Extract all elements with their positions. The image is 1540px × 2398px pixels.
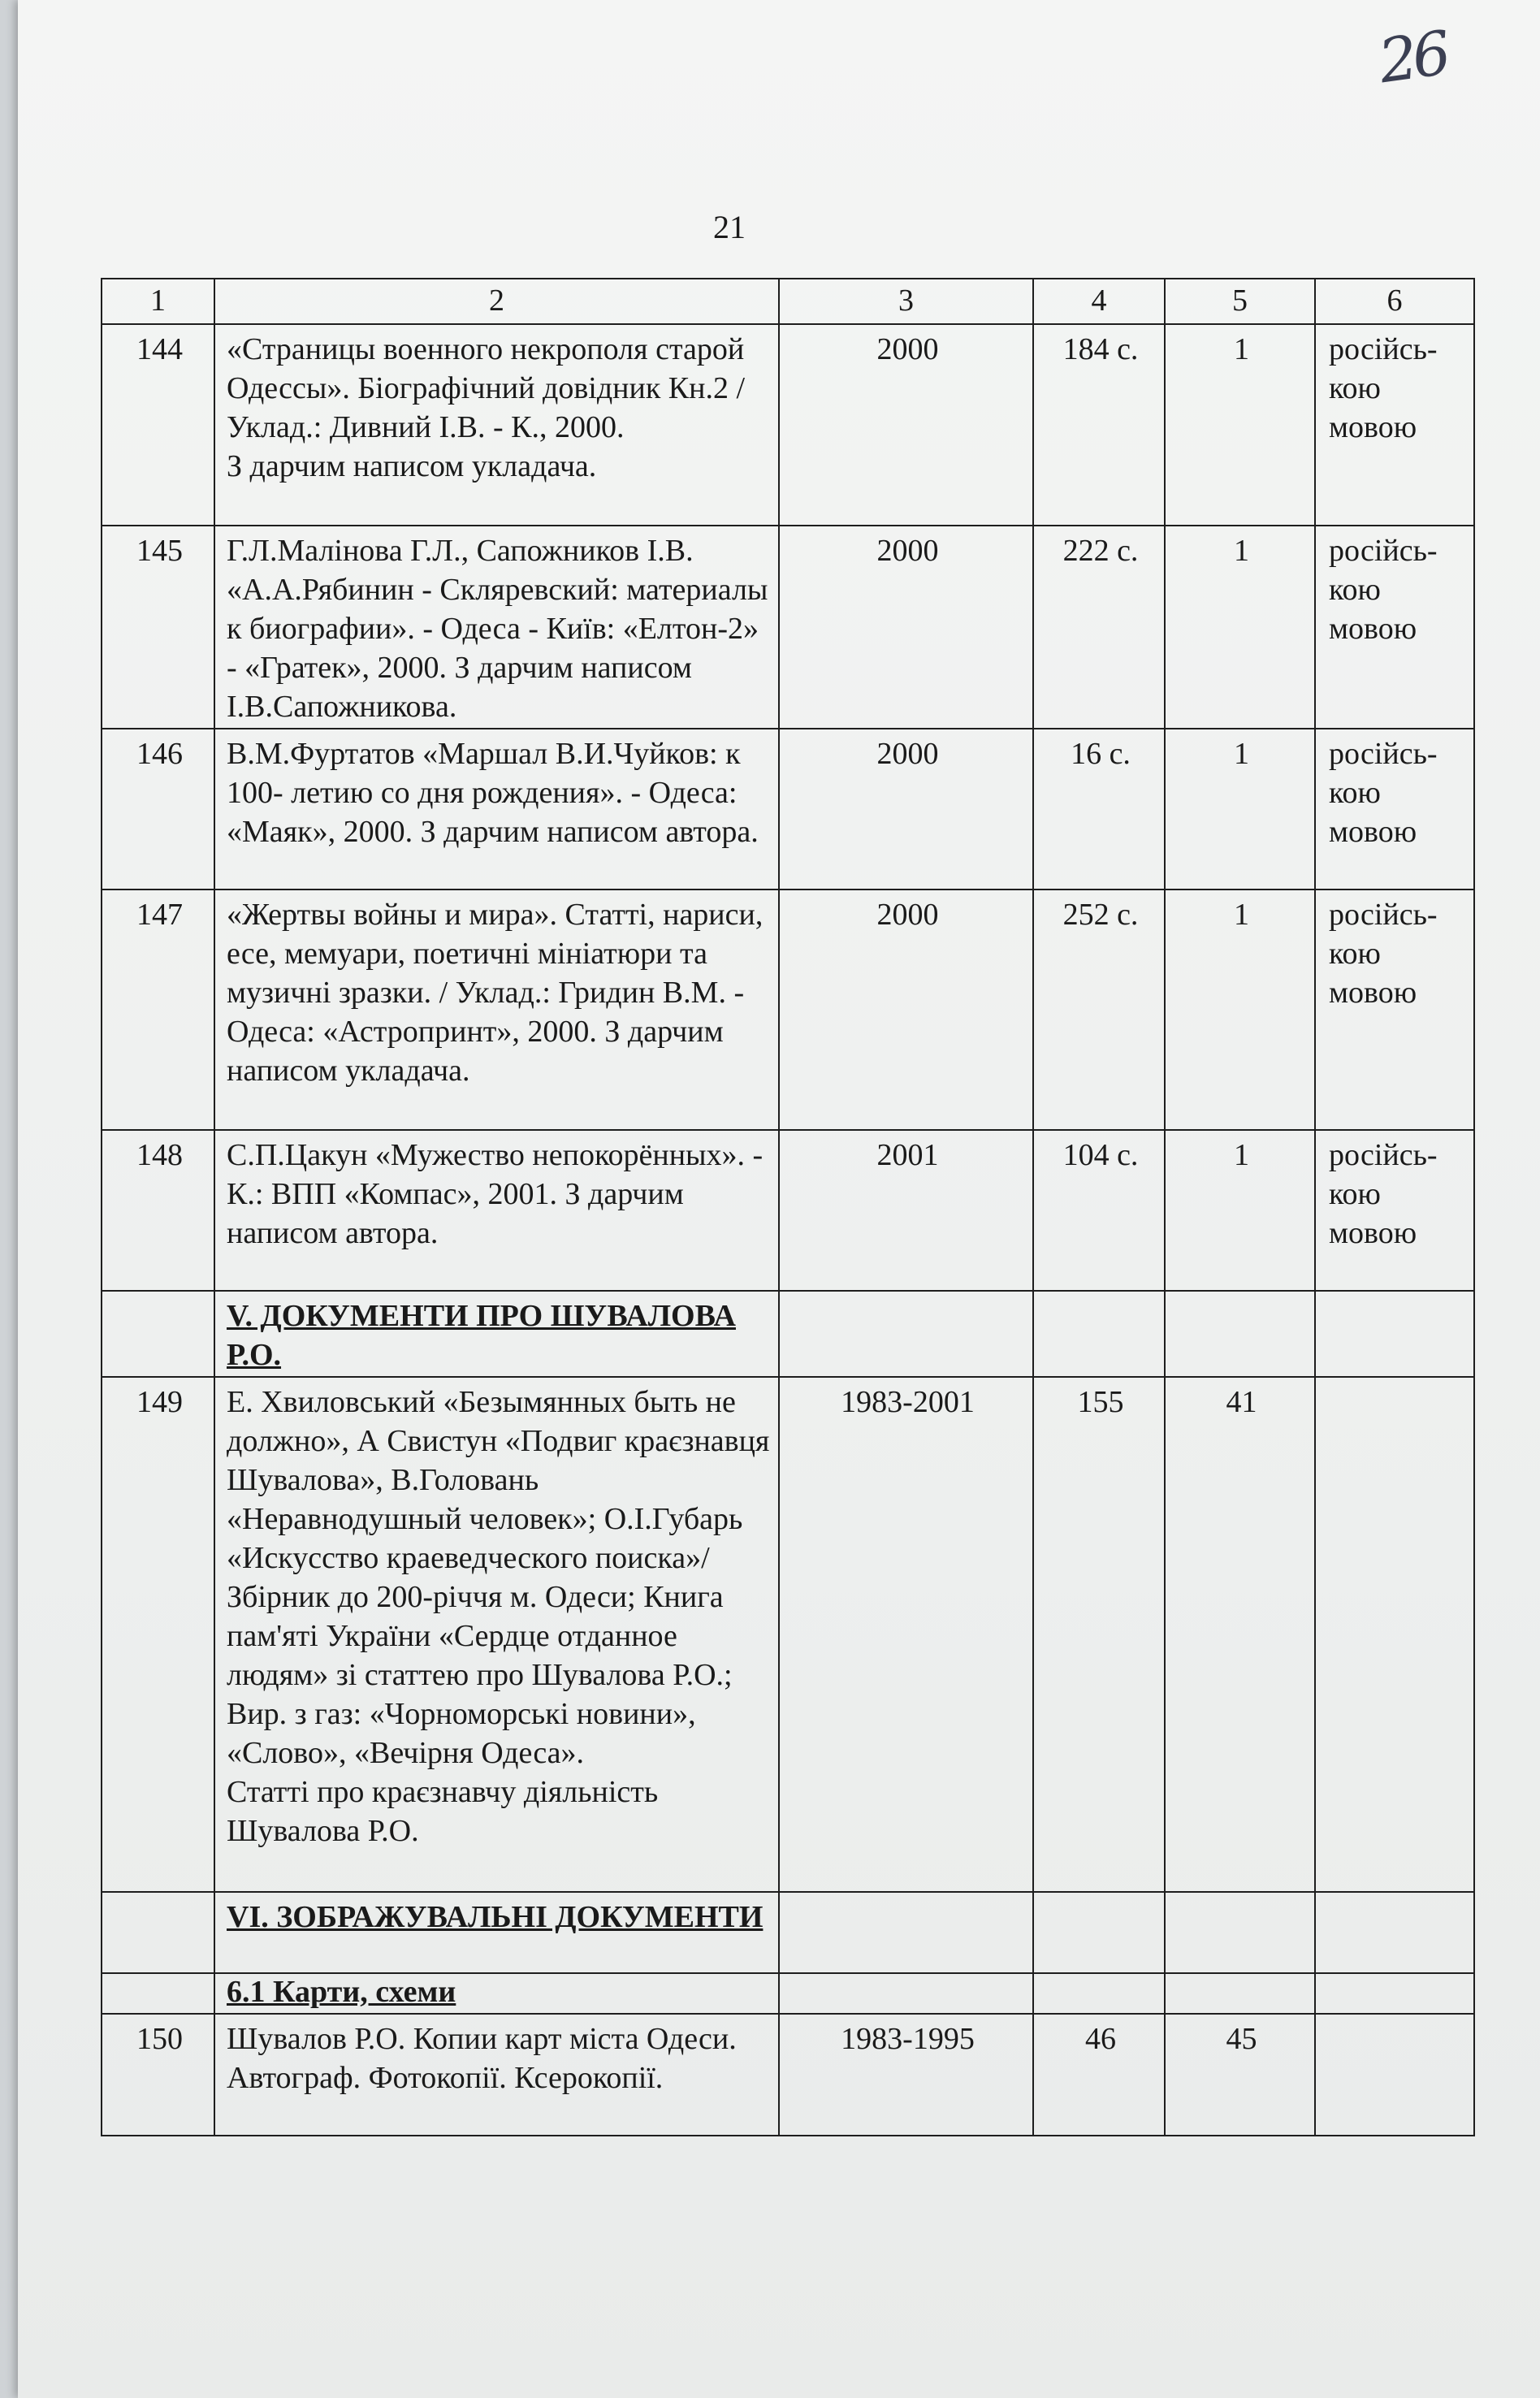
column-header: 5 xyxy=(1165,279,1315,324)
item-pages: 104 с. xyxy=(1033,1130,1165,1291)
empty-cell xyxy=(1033,1973,1165,2014)
item-note: російсь-кою мовою xyxy=(1315,890,1474,1130)
item-note: російсь-кою мовою xyxy=(1315,729,1474,890)
item-number: 144 xyxy=(102,324,214,526)
empty-cell xyxy=(779,1973,1033,2014)
item-pages: 155 xyxy=(1033,1377,1165,1892)
item-description: Е. Хвиловський «Безымянных быть не должно», А Свистун «Подвиг краєзнавця Шувалова», В.Головань «Неравнодушный человек»; О.І.Губарь «Искусство краеведческого поиска»/ Збірник до 200-річчя м. Одеси; Книга пам'яті України «Сердце отданное людям» зі статтею про Шувалова Р.О.; Вир. з газ: «Чорноморські новини», «Слово», «Вечірня Одеса». Статті про краєзнавчу діяльність Шувалова Р.О. xyxy=(214,1377,779,1892)
item-note xyxy=(1315,2014,1474,2136)
empty-cell xyxy=(1033,1892,1165,1973)
empty-cell xyxy=(1315,1973,1474,2014)
section-row xyxy=(102,1291,1474,1377)
item-note xyxy=(1315,1377,1474,1892)
section-heading: V. ДОКУМЕНТИ ПРО ШУВАЛОВА Р.О. xyxy=(214,1291,779,1377)
item-description: «Жертвы войны и мира». Статті, нариси, есе, мемуари, поетичні мініатюри та музичні зразки. / Уклад.: Гридин В.М. - Одеса: «Астропринт», 2000. З дарчим написом укладача. xyxy=(214,890,779,1130)
item-description: Г.Л.Малінова Г.Л., Сапожников І.В. «А.А.Рябинин - Скляревский: материалы к биографии». - Одеса - Київ: «Елтон-2» - «Гратек», 2000. З дарчим написом І.В.Сапожникова. xyxy=(214,526,779,729)
item-count: 1 xyxy=(1165,324,1315,526)
item-description: Шувалов Р.О. Копии карт міста Одеси. Автограф. Фотокопії. Ксерокопії. xyxy=(214,2014,779,2136)
table-row xyxy=(102,526,1474,729)
empty-cell xyxy=(1315,1892,1474,1973)
empty-cell xyxy=(102,1291,214,1377)
document-page xyxy=(18,0,1540,2398)
table-header-row xyxy=(102,279,1474,324)
item-description: В.М.Фуртатов «Маршал В.И.Чуйков: к 100- летию со дня рождения». - Одеса: «Маяк», 2000. З дарчим написом автора. xyxy=(214,729,779,890)
empty-cell xyxy=(779,1291,1033,1377)
item-number: 150 xyxy=(102,2014,214,2136)
empty-cell xyxy=(1165,1973,1315,2014)
column-header: 3 xyxy=(779,279,1033,324)
item-dates: 2000 xyxy=(779,324,1033,526)
item-number: 148 xyxy=(102,1130,214,1291)
table-row xyxy=(102,1130,1474,1291)
item-pages: 46 xyxy=(1033,2014,1165,2136)
item-description: «Страницы военного некрополя старой Одессы». Біографічний довідник Кн.2 /Уклад.: Дивний І.В. - К., 2000. З дарчим написом укладача. xyxy=(214,324,779,526)
empty-cell xyxy=(779,1892,1033,1973)
item-dates: 2001 xyxy=(779,1130,1033,1291)
item-count: 45 xyxy=(1165,2014,1315,2136)
item-dates: 1983-1995 xyxy=(779,2014,1033,2136)
item-dates: 1983-2001 xyxy=(779,1377,1033,1892)
item-dates: 2000 xyxy=(779,526,1033,729)
table-row xyxy=(102,324,1474,526)
inventory-table xyxy=(101,278,1475,2136)
item-number: 145 xyxy=(102,526,214,729)
item-count: 1 xyxy=(1165,1130,1315,1291)
item-number: 147 xyxy=(102,890,214,1130)
empty-cell xyxy=(102,1892,214,1973)
empty-cell xyxy=(1315,1291,1474,1377)
empty-cell xyxy=(102,1973,214,2014)
item-count: 1 xyxy=(1165,729,1315,890)
subsection-heading: 6.1 Карти, схеми xyxy=(214,1973,779,2014)
archive-sheet-number: 26 xyxy=(1374,18,1451,97)
item-pages: 252 с. xyxy=(1033,890,1165,1130)
item-count: 1 xyxy=(1165,890,1315,1130)
item-dates: 2000 xyxy=(779,729,1033,890)
item-dates: 2000 xyxy=(779,890,1033,1130)
section-row xyxy=(102,1892,1474,1973)
empty-cell xyxy=(1165,1892,1315,1973)
column-header: 4 xyxy=(1033,279,1165,324)
table-row xyxy=(102,729,1474,890)
item-pages: 184 с. xyxy=(1033,324,1165,526)
item-description: С.П.Цакун «Мужество непокорённых». - К.: ВПП «Компас», 2001. З дарчим написом автора. xyxy=(214,1130,779,1291)
table-row xyxy=(102,2014,1474,2136)
empty-cell xyxy=(1033,1291,1165,1377)
item-number: 149 xyxy=(102,1377,214,1892)
table-row xyxy=(102,1377,1474,1892)
item-pages: 222 с. xyxy=(1033,526,1165,729)
item-note: російсь-кою мовою xyxy=(1315,1130,1474,1291)
item-count: 41 xyxy=(1165,1377,1315,1892)
column-header: 2 xyxy=(214,279,779,324)
empty-cell xyxy=(1165,1291,1315,1377)
item-count: 1 xyxy=(1165,526,1315,729)
section-heading: VI. ЗОБРАЖУВАЛЬНІ ДОКУМЕНТИ xyxy=(214,1892,779,1973)
item-note: російсь-кою мовою xyxy=(1315,526,1474,729)
section-row xyxy=(102,1973,1474,2014)
page-number: 21 xyxy=(713,209,746,245)
table-row xyxy=(102,890,1474,1130)
column-header: 6 xyxy=(1315,279,1474,324)
item-number: 146 xyxy=(102,729,214,890)
item-pages: 16 с. xyxy=(1033,729,1165,890)
item-note: російсь-кою мовою xyxy=(1315,324,1474,526)
column-header: 1 xyxy=(102,279,214,324)
